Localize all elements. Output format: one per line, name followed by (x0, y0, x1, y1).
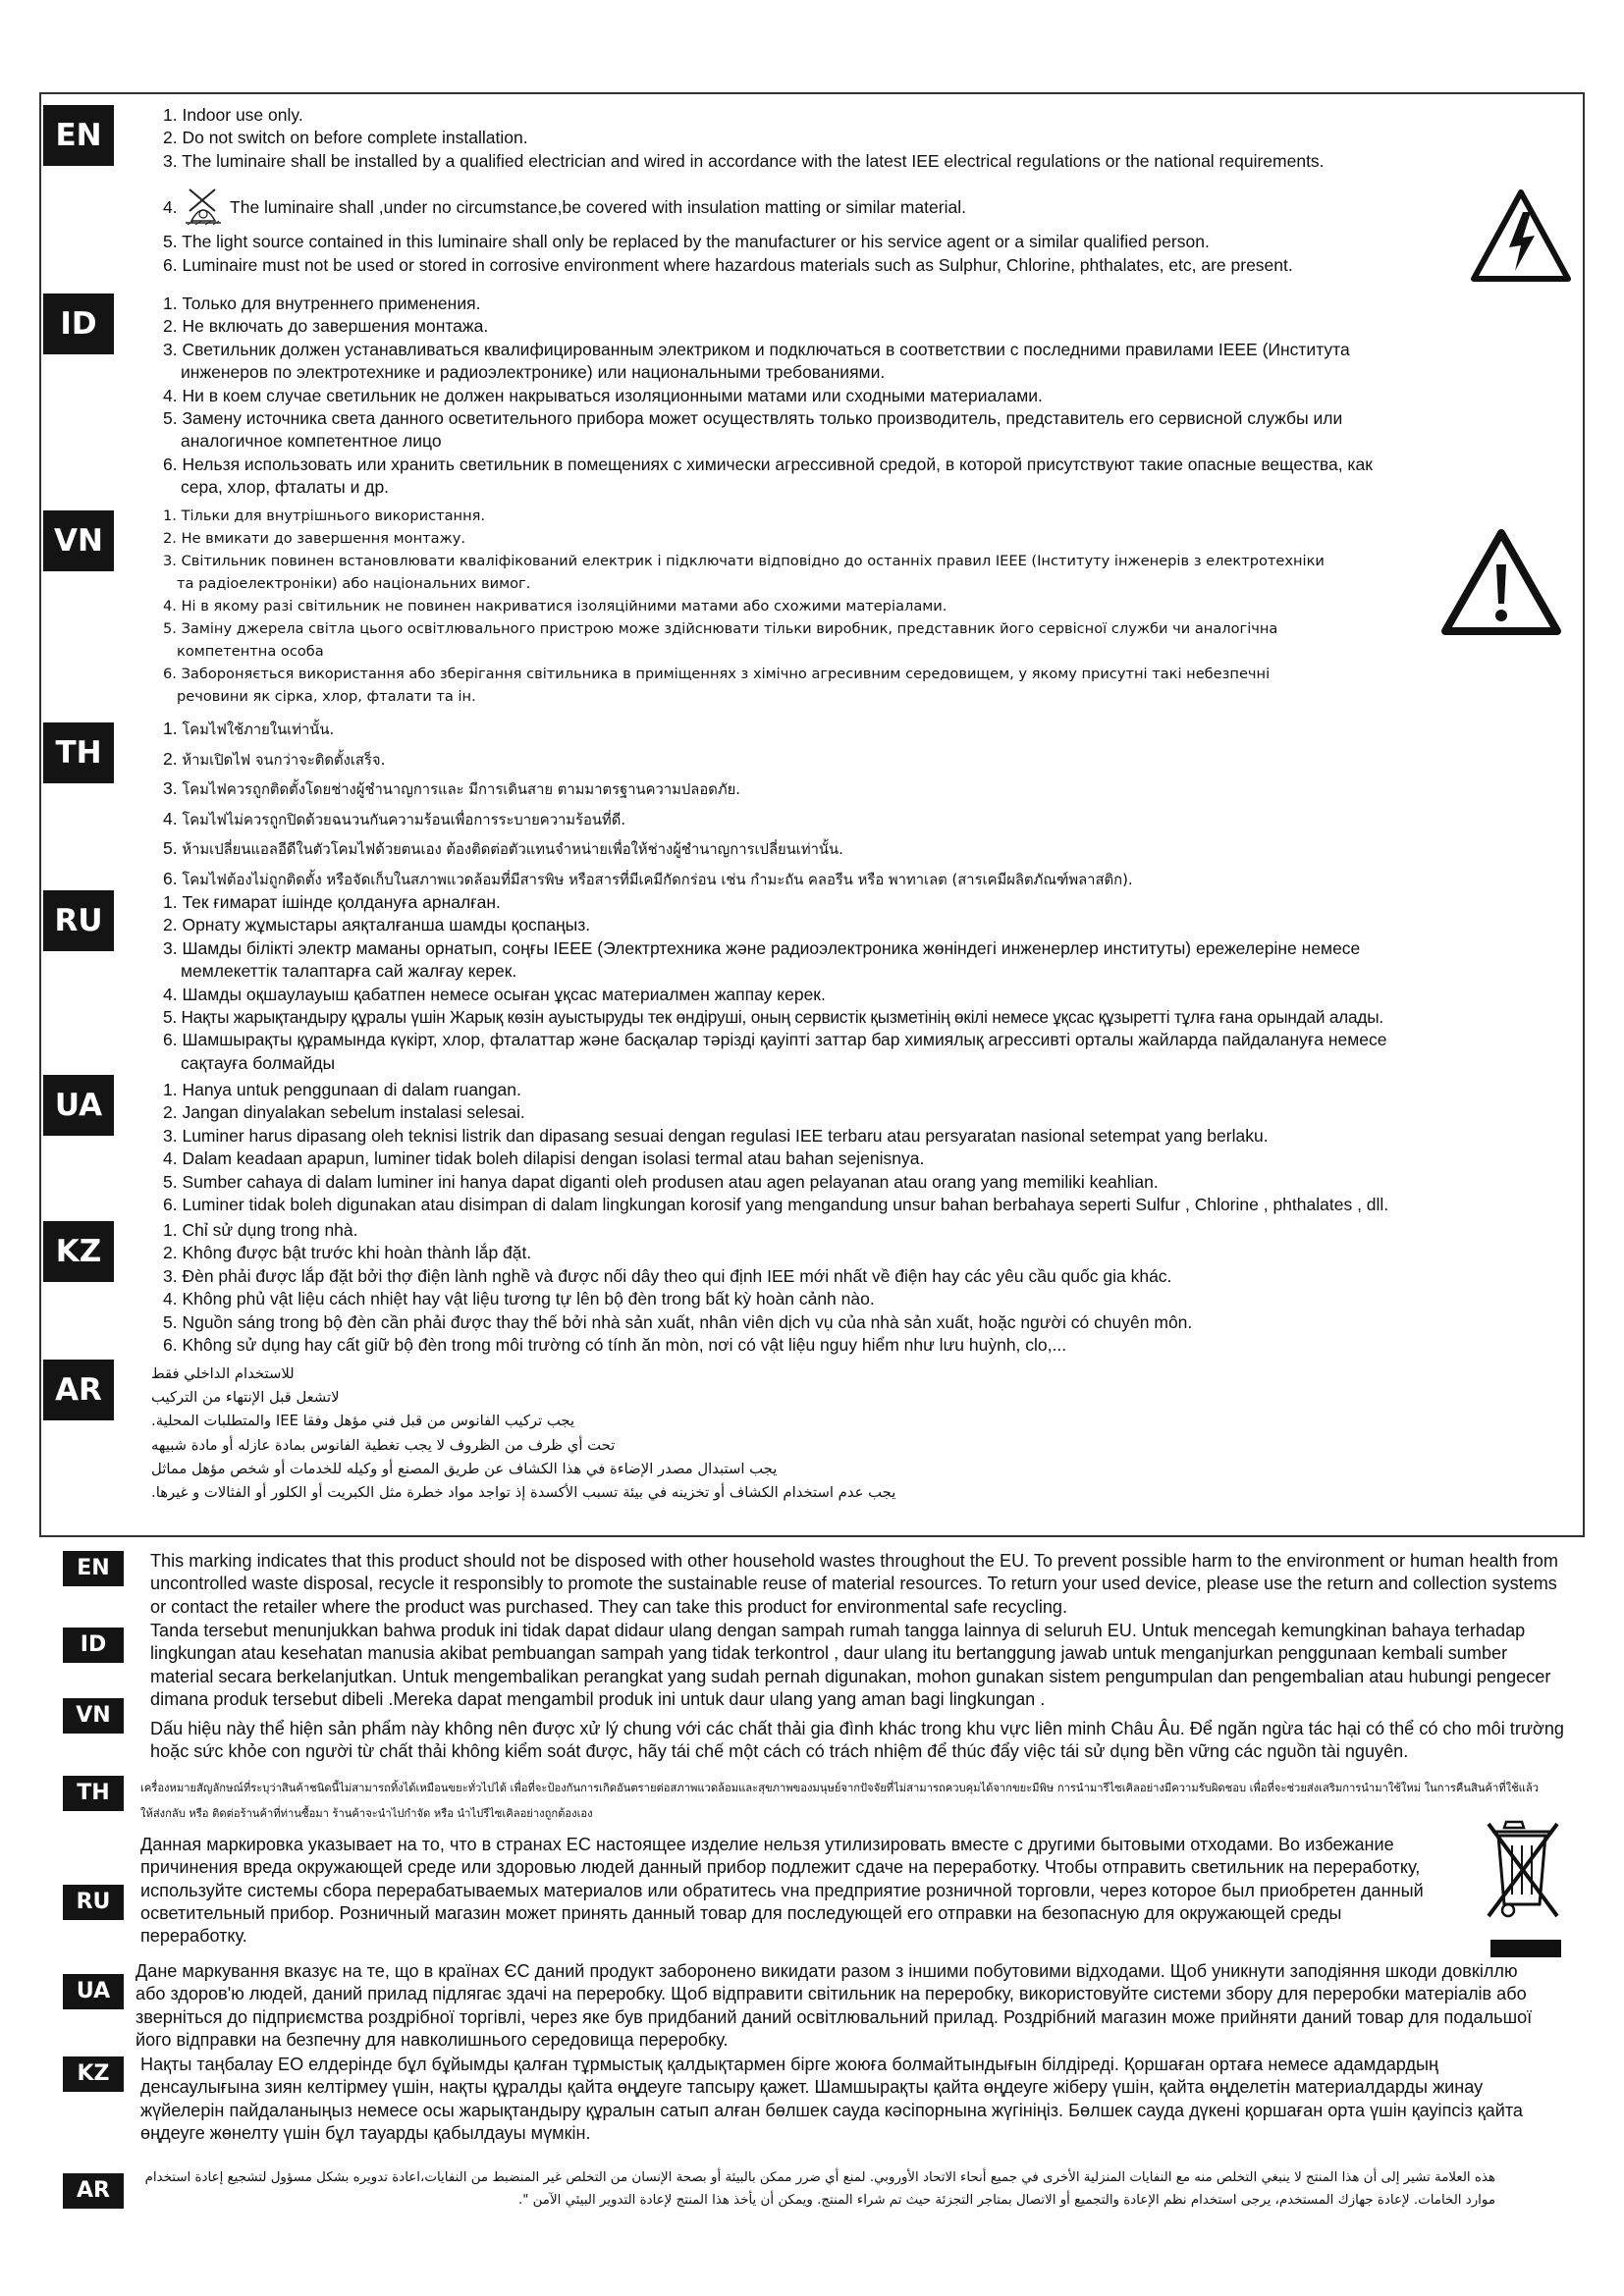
warning-ar-3: يجب تركيب الفانوس من قبل فني مؤهل وفقا IEE والمتطلبات المحلية. (151, 1413, 575, 1430)
warnings-ru (163, 891, 1577, 1075)
lang-badge-ar: AR (43, 1360, 114, 1420)
lang-badge-vn: VN (43, 510, 114, 571)
warning-id-6: 6. Нельзя использовать или хранить светильник в помещениях с химически агрессивной средой, в которой присутствуют такие опасные вещества, как сера, хлор, фталаты и др. (163, 454, 1373, 498)
warning-vn-1: 1. Тільки для внутрішнього використання. (163, 507, 486, 524)
disposal-badge-ar: AR (63, 2173, 124, 2209)
disposal-badge-id: ID (63, 1628, 124, 1663)
warning-kz-1: 1. Chỉ sử dụng trong nhà. (163, 1220, 358, 1240)
warning-vn-6: 6. Забороняється використання або зберігання світильника в приміщеннях з хімічно агресивним середовищем, у якому присутні такі небезпечні речовини як сірка, хлор, фталати та ін. (163, 666, 1271, 705)
warnings-ar (151, 1362, 1045, 1505)
warning-ru-2: 2. Орнату жұмыстары аяқталғанша шамды қоспаңыз. (163, 915, 591, 935)
warning-th-5 (163, 834, 1577, 865)
warning-ar-1: للاستخدام الداخلي فقط (151, 1365, 295, 1382)
warning-id-4: 4. Ни в коем случае светильник не должен накрываться изоляционными матами или сходными материалами. (163, 385, 1043, 405)
warnings-ua (163, 1079, 1577, 1216)
warning-kz-3: 3. Đèn phải được lắp đặt bởi thợ điện lành nghề và được nối dây theo qui định IEE mới nhất về điện hay các yêu cầu quốc gia khác. (163, 1265, 1172, 1286)
lang-badge-ru: RU (43, 890, 114, 951)
warning-kz-4: 4. Không phủ vật liệu cách nhiệt hay vật liệu tương tự lên bộ đèn trong bất kỳ hoàn cảnh nào. (163, 1289, 875, 1309)
warning-vn-5: 5. Заміну джерела світла цього освітлювального пристрою може здійснювати тільки виробник, представник його сервісної служби чи аналогічна компетентна особа (163, 620, 1278, 660)
disposal-badge-en: EN (63, 1551, 124, 1586)
warning-ar-5: يجب استبدال مصدر الإضاءة في هذا الكشاف عن طريق المصنع أو وكيله للخدمات أو شخص مؤهل مماثل (151, 1460, 778, 1477)
warning-vn-4: 4. Ні в якому разі світильник не повинен накриватися ізоляційними матами або схожими матеріалами. (163, 598, 947, 614)
warning-id-2: 2. Не включать до завершения монтажа. (163, 316, 489, 337)
warning-th-1-number: 1. (163, 719, 178, 738)
warning-id-3: 3. Светильник должен устанавливаться квалифицированным электриком и подключаться в соответствии с последними правилами IEEE (Института инженеров по электротехнике и радиоэлектронике) или национальными требованиями. (163, 339, 1350, 383)
disposal-badge-ua: UA (63, 1974, 124, 2009)
warnings-id (163, 293, 1577, 500)
warning-en-5: 5. The light source contained in this luminaire shall only be replaced by the manufacturer or his service agent or a similar qualified person. (163, 232, 1210, 252)
warning-en-4-number: 4. (163, 197, 178, 218)
warning-th-2-number: 2. (163, 748, 178, 769)
warnings-vn (163, 505, 1577, 708)
disposal-text-vn: Dấu hiệu này thể hiện sản phẩm này không nên được xử lý chung với các chất thải gia đình khác trong khu vực liên minh Châu Âu. Để ngăn ngừa tác hại có thể có cho môi trường hoặc sức khỏe con người từ chất thải không kiểm soát được, hãy tái chế một cách có trách nhiệm để thúc đẩy việc tái sử dụng bền vững các nguồn tài nguyên. (150, 1719, 1564, 1762)
warning-th-1 (163, 715, 1577, 745)
warning-th-6-text: โคมไฟต้องไม่ถูกติดตั้ง หรือจัดเก็บในสภาพแวดล้อมที่มีสารพิษ หรือสารที่มีเคมีกัดกร่อน เช่น กำมะถัน คลอรีน หรือ พาทาเลต (สารเคมีผลิตภัณฑ์พลาสติก). (182, 871, 1133, 888)
warning-ua-6: 6. Luminer tidak boleh digunakan atau disimpan di dalam lingkungan korosif yang mengandung unsur bahan berbahaya seperti Sulfur , Chlorine , phthalates , dll. (163, 1195, 1389, 1215)
disposal-text-ar: هذه العلامة تشير إلى أن هذا المنتج لا ينبغي التخلص منه مع النفايات المنزلية الأخرى في جميع أنحاء الاتحاد الأوروبي. لمنع أي ضرر ممكن بالبيئة أو بصحة الإنسان من التخلص غير المنضبط من النفايات،اعادة تدويره بشكل مسؤول لتشجيع إعادة استخدام موارد الخامات. لإعادة جهازك المستخدم، يرجى استخدام نظم الإعادة والتجميع أو الاتصال بمتاجر التجزئة حيث تم شراء المنتج. ويمكن أن يأخذ هذا المنتج لإعادة التدوير البيئي الآمن ". (144, 2170, 1495, 2208)
disposal-badge-vn: VN (63, 1698, 124, 1734)
disposal-badge-ru: RU (63, 1885, 124, 1920)
warning-ua-5: 5. Sumber cahaya di dalam luminer ini hanya dapat diganti oleh produsen atau agen pelayanan atau orang yang memiliki keahlian. (163, 1171, 1159, 1192)
warning-en-6: 6. Luminaire must not be used or stored in corrosive environment where hazardous materials such as Sulphur, Chlorine, phthalates, etc, are present. (163, 254, 1293, 275)
do-not-cover-icon (182, 187, 225, 227)
warning-kz-6: 6. Không sử dụng hay cất giữ bộ đèn trong môi trường có tính ăn mòn, nơi có vật liệu nguy hiểm như lưu huỳnh, clo,... (163, 1335, 1067, 1356)
high-voltage-warning-icon (1470, 188, 1572, 283)
disposal-text-kz: Нақты таңбалау ЕО елдерінде бұл бұйымды қалған тұрмыстық қалдықтармен бірге жоюға болмайтындығын білдіреді. Қоршаған ортаға немесе адамдардың денсаулығына зиян келтірмеу үшін, нақты құралды қайта өңдеуге тапсыру қажет. Шамшырақты қайта өңдеуге жіберу үшін, қайта өңделетін материалдарды жинау жүйелерін пайдаланыңыз немесе осы жарықтандыру құралын сатып алған бөлшек сауда кәсіпорнына жүгініңіз. Бөлшек сауда дүкені қоршаған орта үшін қауіпсіз қайта өңдеуге жөнелту үшін бұл тауарды қабылдауы мүмкін. (140, 2055, 1523, 2143)
lang-badge-en: EN (43, 105, 114, 166)
disposal-badge-th: TH (63, 1776, 124, 1811)
warnings-kz (163, 1219, 1577, 1357)
disposal-badge-kz: KZ (63, 2056, 124, 2092)
lang-badge-th: TH (43, 722, 114, 783)
warning-vn-2: 2. Не вмикати до завершення монтажу. (163, 530, 466, 547)
lang-badge-id: ID (43, 294, 114, 354)
warning-th-2-text: ห้ามเปิดไฟ จนกว่าจะติดตั้งเสร็จ. (182, 751, 386, 769)
warning-th-5-text: ห้ามเปลี่ยนแอลอีดีในตัวโคมไฟด้วยตนเอง ต้องติดต่อตัวแทนจำหน่ายเพื่อให้ช่างผู้ชำนาญการเปลี่ยนเท่านั้น. (182, 841, 843, 858)
warning-ar-4: تحت أي ظرف من الظروف لا يجب تغطية الفانوس بمادة عازله أو مادة شبيهه (151, 1436, 616, 1454)
disposal-text-th: เครื่องหมายสัญลักษณ์ที่ระบุว่าสินค้าชนิดนี้ไม่สามารถทิ้งได้เหมือนขยะทั่วไปได้ เพื่อที่จะป้องกันการเกิดอันตรายต่อสภาพแวดล้อมและสุขภาพของมนุษย์จากปัจจัยที่ไม่สามารถควบคุมได้จากขยะมีพิษ การนำมารีไซเคิลอย่างมีความรับผิดชอบ เพื่อที่จะช่วยส่งเสริมการนำมาใช้ใหม่ ในการคืนสินค้าที่ใช้แล้ว ให้ส่งกลับ หรือ ติดต่อร้านค้าที่ท่านซื้อมา ร้านค้าจะนำไปกำจัด หรือ นำไปรีไซเคิลอย่างถูกต้องเอง (140, 1782, 1540, 1820)
warning-th-5-number: 5. (163, 838, 178, 858)
warning-th-4-text: โคมไฟไม่ควรถูกปิดด้วยฉนวนกันความร้อนเพื่อการระบายความร้อนที่ดี. (182, 811, 626, 828)
warning-th-4-number: 4. (163, 808, 178, 828)
warning-id-5: 5. Замену источника света данного осветительного прибора может осуществлять только производитель, представитель его сервисной службы или аналогичное компетентное лицо (163, 408, 1343, 452)
disposal-text-ua: Дане маркування вказує на те, що в країнах ЄС даний продукт заборонено викидати разом з іншими побутовими відходами. Щоб уникнути заподіяння шкоди довкіллю або здоров'ю людей, даний прилад підлягає здачі на переробку. Щоб відправити світильник на переробку, використовуйте системи збору для переробки матеріалів або зверніться до підприємства роздрібної торгівлі, через яке був придбаний даний освітлювальний прилад. Роздрібний магазин може прийняти даний товар для подальшої його відправки на безпечну для навколишнього середовища переробку. (135, 1961, 1533, 2050)
warning-th-3 (163, 774, 1577, 805)
warning-ar-2: لاتشعل قبل الإنتهاء من التركيب (151, 1389, 340, 1407)
warning-en-1: 1. Indoor use only. (163, 105, 303, 125)
warnings-en (163, 104, 1577, 277)
warning-th-3-number: 3. (163, 778, 178, 798)
warning-ru-6: 6. Шамшырақты құрамында күкірт, хлор, фталаттар және басқалар тәрізді қауіпті заттар бар химиялық агрессивті орталы жайларда пайдалануға немесе сақтауға болмайды (163, 1030, 1387, 1073)
lang-badge-ua: UA (43, 1075, 114, 1136)
warning-ua-1: 1. Hanya untuk penggunaan di dalam ruangan. (163, 1080, 521, 1099)
warning-en-3: 3. The luminaire shall be installed by a qualified electrician and wired in accordance with the latest IEE electrical regulations or the national requirements. (163, 150, 1325, 171)
warning-vn-3: 3. Світильник повинен встановлювати кваліфікований електрик і підключати відповідно до останніх правил IEEE (Інституту інженерів з електротехніки та радіоелектроніки) або національних вимог. (163, 553, 1325, 592)
warning-th-3-text: โคมไฟควรถูกติดตั้งโดยช่างผู้ชำนาญการและ มีการเดินสาย ตามมาตรฐานความปลอดภัย. (182, 781, 740, 798)
exclamation-warning-icon (1439, 527, 1563, 637)
warning-th-1-text: โคมไฟใช้ภายในเท่านั้น. (182, 721, 335, 738)
warning-th-4 (163, 805, 1577, 835)
warning-ru-1: 1. Тек ғимарат ішінде қолдануға арналған. (163, 892, 501, 912)
warning-th-2 (163, 745, 1577, 775)
warning-en-2: 2. Do not switch on before complete installation. (163, 128, 528, 148)
warning-ru-5: 5. Нақты жарықтандыру құралы үшін Жарық көзін ауыстыруды тек өндіруші, оның сервистік қызметінің өкілі немесе ұқсас құзыретті тұлға ғана орындай алады. (163, 1007, 1383, 1028)
warning-ua-2: 2. Jangan dinyalakan sebelum instalasi selesai. (163, 1102, 525, 1123)
warning-en-4 (163, 173, 1577, 226)
disposal-text-ru: Данная маркировка указывает на то, что в странах ЕС настоящее изделие нельзя утилизировать вместе с другими бытовыми отходами. Во избежание причинения вреда окружающей среде или здоровью людей данный прибор подлежит сдаче на переработку. Чтобы отправить светильник на переработку, используйте системы сбора перерабатываемых материалов или обратитесь vна предприятие розничной торговли, через которое был приобретен данный осветительный прибор. Розничный магазин может принять данный товар для последующей его отправки на безопасную для окружающей среды переработку. (140, 1835, 1424, 1947)
warning-ar-6: يجب عدم استخدام الكشاف أو تخزينه في بيئة تسبب الأكسدة إذ تواجد مواد خطرة مثل الكبريت أو الكلور أو الفثالات و غيرها. (151, 1484, 896, 1502)
warning-ru-4: 4. Шамды оқшаулауыш қабатпен немесе осыған ұқсас материалмен жаппау керек. (163, 984, 826, 1004)
warning-ua-4: 4. Dalam keadaan apapun, luminer tidak boleh dilapisi dengan isolasi termal atau bahan sejenisnya. (163, 1148, 925, 1169)
warning-th-6-number: 6. (163, 868, 178, 888)
lang-badge-kz: KZ (43, 1221, 114, 1282)
warning-kz-2: 2. Không được bật trước khi hoàn thành lắp đặt. (163, 1243, 532, 1263)
crossed-out-wheelie-bin-icon (1479, 1814, 1573, 1959)
warning-kz-5: 5. Nguồn sáng trong bộ đèn cần phải được thay thế bởi nhà sản xuất, nhân viên dịch vụ của nhà sản xuất, hoặc người có chuyên môn. (163, 1311, 1193, 1332)
disposal-text-id: Tanda tersebut menunjukkan bahwa produk ini tidak dapat didaur ulang dengan sampah rumah tangga lainnya di seluruh EU. Untuk mencegah kemungkinan bahaya terhadap lingkungan atau kesehatan manusia akibat pembuangan sampah yang tidak terkontrol , daur ulang itu bertanggung jawab untuk menganjurkan penggunaan kembali sumber material secara berkelanjutkan. Untuk mengembalikan perangkat yang sudah pernah digunakan, mohon gunakan sistem pengumpulan dan pengembalian atau hubungi pengecer dimana produk tersebut dibeli .Mereka dapat mengambil produk ini untuk daur ulang yang aman bagi lingkungan . (150, 1621, 1551, 1709)
warning-id-1: 1. Только для внутреннего применения. (163, 294, 481, 313)
warnings-th (163, 715, 1577, 894)
warning-ua-3: 3. Luminer harus dipasang oleh teknisi listrik dan dipasang sesuai dengan regulasi IEE terbaru atau persyaratan nasional setempat yang berlaku. (163, 1125, 1269, 1146)
disposal-text-en: This marking indicates that this product should not be disposed with other household wastes throughout the EU. To prevent possible harm to the environment or human health from uncontrolled waste disposal, recycle it responsibly to promote the sustainable reuse of material resources. To return your used device, please use the return and collection systems or contact the retailer where the product was purchased. They can take this product for environmental safe recycling. (150, 1551, 1558, 1617)
warning-th-6 (163, 865, 1577, 895)
warning-en-4-text: The luminaire shall ,under no circumstance,be covered with insulation matting or similar material. (230, 197, 966, 218)
warning-ru-3: 3. Шамды білікті электр маманы орнатып, соңғы IEEE (Электртехника және радиоэлектроника жөніндегі инженерлер институты) ережелеріне немесе мемлекеттік талаптарға сай жалғау керек. (163, 937, 1361, 982)
